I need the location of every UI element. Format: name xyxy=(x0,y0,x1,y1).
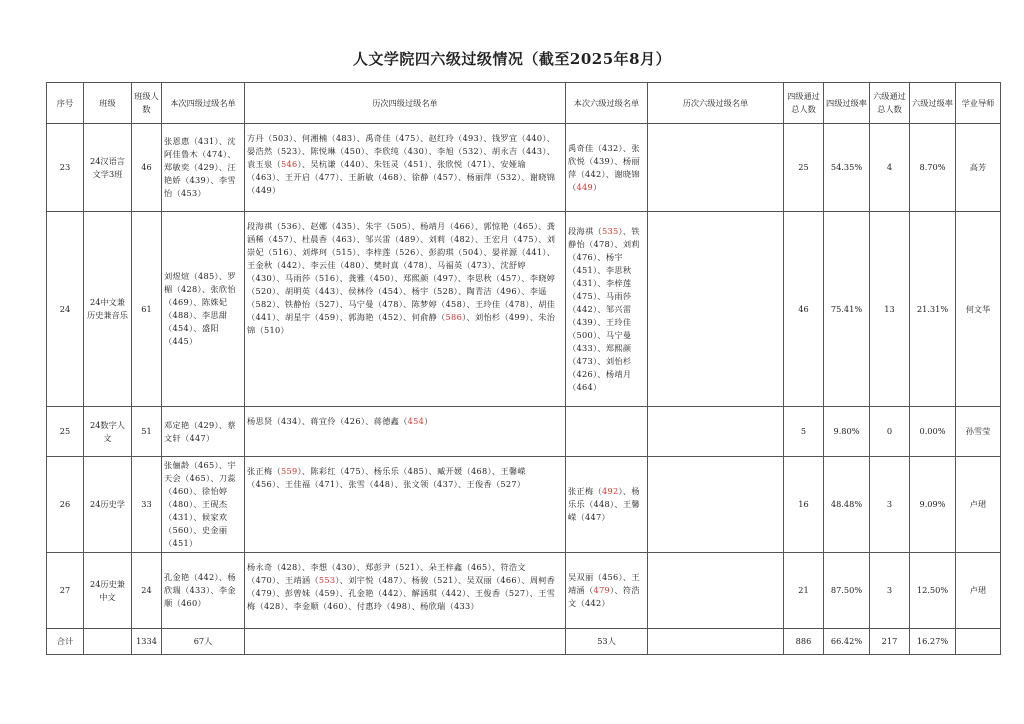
header-cet6-hist: 历次六级过级名单 xyxy=(648,83,784,124)
row-cet6-rate: 12.50% xyxy=(910,553,956,629)
row-cet4-new: 刘煜煊（485）、罗楣（428）、张欣怡（469）、陈姝妃（488）、李思甜（454）、盛阳（445） xyxy=(162,212,245,407)
header-size: 班级人数 xyxy=(132,83,162,124)
row-seq: 24 xyxy=(47,212,84,407)
name-list-text: ）、杨乐乐（448）、王馨嵘（447） xyxy=(568,486,640,522)
pass-rate-table xyxy=(46,82,1001,655)
row-cet4-new: 邓定艳（429）、蔡文轩（447） xyxy=(162,407,245,457)
name-list-text: ）、刘宇悦（487）、杨骏（521）、吴双丽（466）、周柯香（479）、彭曾妹（459）、孔金艳（442）、解涵琪（442）、王俊香（527）、王雪梅（428）、李金顺（460）、付惠玲（498）、杨欣瑞（433） xyxy=(247,575,556,611)
row-cet4-total: 46 xyxy=(784,212,824,407)
row-cet6-rate: 0.00% xyxy=(910,407,956,457)
total-cet6-total: 217 xyxy=(870,629,910,655)
row-mentor: 何文华 xyxy=(956,212,1001,407)
name-list-text: 张正梅（ xyxy=(568,486,602,496)
name-list-text: ） xyxy=(593,181,602,192)
name-list-text: ）、符浩文（442） xyxy=(568,585,640,608)
row-cet4-rate: 48.48% xyxy=(824,457,870,553)
table-row xyxy=(47,553,1001,629)
row-class: 24历史学 xyxy=(84,457,132,553)
header-cet4-hist: 历次四级过级名单 xyxy=(245,83,566,124)
row-cet6-new xyxy=(566,212,648,407)
table-row xyxy=(47,457,1001,553)
row-size: 61 xyxy=(132,212,162,407)
table-row xyxy=(47,124,1001,212)
total-cet4-total: 886 xyxy=(784,629,824,655)
highlighted-score: 479 xyxy=(593,585,610,595)
total-cet4-rate: 66.42% xyxy=(824,629,870,655)
row-class: 24数字人文 xyxy=(84,407,132,457)
row-cet6-new xyxy=(566,124,648,212)
total-row xyxy=(47,629,1001,655)
row-cet6-rate: 8.70% xyxy=(910,124,956,212)
highlighted-score: 586 xyxy=(445,312,463,322)
row-class: 24汉语言文学3班 xyxy=(84,124,132,212)
row-size: 51 xyxy=(132,407,162,457)
row-mentor: 卢珺 xyxy=(956,553,1001,629)
highlighted-score: 454 xyxy=(407,416,425,426)
highlighted-score: 559 xyxy=(280,466,298,476)
total-size: 1334 xyxy=(132,629,162,655)
row-cet4-hist xyxy=(245,457,566,553)
header-mentor: 学业导师 xyxy=(956,83,1001,124)
header-class: 班级 xyxy=(84,83,132,124)
row-cet6-new xyxy=(566,457,648,553)
name-list-text: ）、刘怡杉（499）、朱治锦（510） xyxy=(247,312,556,335)
name-list-text: 段海祺（ xyxy=(568,225,602,236)
row-cet6-total: 3 xyxy=(870,553,910,629)
row-seq: 26 xyxy=(47,457,84,553)
row-cet4-total: 5 xyxy=(784,407,824,457)
row-cet6-total: 0 xyxy=(870,407,910,457)
row-cet6-hist xyxy=(648,457,784,553)
row-cet4-total: 16 xyxy=(784,457,824,553)
row-cet4-new: 张俪龄（465）、宇天会（465）、刀蕊（460）、徐怡婷（480）、王砚杰（431）、候家欢（560）、史金丽（451） xyxy=(162,457,245,553)
highlighted-score: 535 xyxy=(601,225,619,236)
row-cet6-total: 3 xyxy=(870,457,910,553)
table-row xyxy=(47,407,1001,457)
total-cet6-rate: 16.27% xyxy=(910,629,956,655)
row-cet4-hist xyxy=(245,407,566,457)
highlighted-score: 449 xyxy=(576,181,594,192)
row-seq: 23 xyxy=(47,124,84,212)
row-cet6-hist xyxy=(648,212,784,407)
row-mentor: 卢珺 xyxy=(956,457,1001,553)
row-cet4-rate: 75.41% xyxy=(824,212,870,407)
row-cet6-total: 13 xyxy=(870,212,910,407)
highlighted-score: 546 xyxy=(280,159,298,169)
total-cet4-new: 67人 xyxy=(162,629,245,655)
header-row xyxy=(47,83,1001,124)
row-size: 24 xyxy=(132,553,162,629)
row-cet4-rate: 87.50% xyxy=(824,553,870,629)
name-list-text: 禹奇佳（432）、张欣悦（439）、杨丽萍（442）、谢晓锦（ xyxy=(568,142,640,192)
row-cet6-rate: 9.09% xyxy=(910,457,956,553)
name-list-text: ）、铁静怡（478）、刘莉（476）、杨宇（451）、李思秋（431）、李梓莲（475）、马雨莎（442）、邹兴雷（439）、王玲佳（500）、马宁曼（433）、郑熙颜（473）、刘怡杉（426）、杨靖月（464） xyxy=(568,225,640,392)
name-list-text: 杨永奇（428）、李想（430）、郑彭尹（521）、朵王梓鑫（465）、符浩文（470）、王靖涵（ xyxy=(247,562,526,585)
highlighted-score: 553 xyxy=(318,575,336,585)
header-seq: 序号 xyxy=(47,83,84,124)
row-cet4-hist xyxy=(245,124,566,212)
header-cet4-total: 四级通过总人数 xyxy=(784,83,824,124)
name-list-text: 方丹（503）、何湘楠（483）、禹奇佳（475）、赵红玲（493）、钱罗宜（440）、晏浩然（523）、陈悦琳（450）、李欣纯（430）、李旭（532）、胡永吉（443）、袁玉泉（ xyxy=(247,133,556,169)
row-cet4-total: 25 xyxy=(784,124,824,212)
total-cet6-new: 53人 xyxy=(566,629,648,655)
row-cet4-rate: 9.80% xyxy=(824,407,870,457)
name-list-text: 杨思贤（434）、蒋宜伶（426）、蒋德鑫（ xyxy=(247,416,408,426)
total-cet6-hist-cell xyxy=(648,629,784,655)
name-list-text: ）、陈彩红（475）、杨乐乐（485）、臧开媛（468）、王馨嵘（456）、王佳福（471）、张雪（448）、张文领（437）、王俊香（527） xyxy=(247,466,526,489)
row-cet6-rate: 21.31% xyxy=(910,212,956,407)
row-cet6-total: 4 xyxy=(870,124,910,212)
total-cet4-hist-cell xyxy=(245,629,566,655)
header-cet6-new: 本次六级过级名单 xyxy=(566,83,648,124)
row-cet4-total: 21 xyxy=(784,553,824,629)
name-list-text: 段海祺（536）、赵娜（435）、朱宇（505）、杨靖月（466）、郭惊艳（465）、龚涵稀（457）、杜晨香（463）、邹兴雷（489）、刘莉（482）、王宏月（475）、刘崇妃（516）、刘烨珂（515）、李梓莲（526）、彭韵琪（504）、晏祥源（441）、王金秋（442）、李云佳（480）、樊时真（478）、马福英（473）、沈舒婷（430）、马雨莎（516）、龚雅（450）、郑熙颜（497）、李思秋（457）、李晓婷（520）、胡明英（443）、侯林伶（454）、杨宇（528）、陶青洁（496）、李遥（582）、铁静怡（527）、马宁曼（478）、陈梦婷（458）、王玲佳（478）、胡佳（441）、胡星宇（459）、郭海艳（452）、何俞静（ xyxy=(247,221,556,322)
name-list-text: ） xyxy=(424,416,433,426)
row-cet6-hist xyxy=(648,407,784,457)
header-cet4-rate: 四级过级率 xyxy=(824,83,870,124)
row-cet6-new xyxy=(566,407,648,457)
table-row xyxy=(47,212,1001,407)
row-class: 24历史兼中文 xyxy=(84,553,132,629)
row-size: 33 xyxy=(132,457,162,553)
header-cet6-total: 六级通过总人数 xyxy=(870,83,910,124)
row-mentor: 高芳 xyxy=(956,124,1001,212)
row-class: 24中文兼历史兼音乐 xyxy=(84,212,132,407)
row-cet4-new: 孔金艳（442）、杨欣瑞（433）、李金顺（460） xyxy=(162,553,245,629)
row-cet6-new xyxy=(566,553,648,629)
header-cet6-rate: 六级过级率 xyxy=(910,83,956,124)
row-seq: 27 xyxy=(47,553,84,629)
row-cet4-new: 张恩惠（431）、沈阿佳鲁木（474）、郑敏奕（429）、汪艳娇（439）、李雪怡（453） xyxy=(162,124,245,212)
page-title: 人文学院四六级过级情况（截至2025年8月） xyxy=(352,50,672,68)
row-cet4-hist xyxy=(245,553,566,629)
row-cet6-hist xyxy=(648,553,784,629)
total-label: 合计 xyxy=(47,629,84,655)
row-size: 46 xyxy=(132,124,162,212)
row-seq: 25 xyxy=(47,407,84,457)
highlighted-score: 492 xyxy=(601,486,619,496)
row-cet4-rate: 54.35% xyxy=(824,124,870,212)
row-mentor: 孙雪莹 xyxy=(956,407,1001,457)
name-list-text: ）、吴杭谦（440）、朱钰灵（451）、张欣悦（471）、安娅瑜（463）、王开启（477）、王新敏（468）、徐静（457）、杨丽萍（532）、谢晓锦（449） xyxy=(247,159,556,195)
row-cet6-hist xyxy=(648,124,784,212)
name-list-text: 张正梅（ xyxy=(247,466,281,476)
total-mentor-cell xyxy=(956,629,1001,655)
name-list-text: 吴双丽（456）、王靖涵（ xyxy=(568,572,640,595)
total-class-cell xyxy=(84,629,132,655)
header-cet4-new: 本次四级过级名单 xyxy=(162,83,245,124)
row-cet4-hist xyxy=(245,212,566,407)
